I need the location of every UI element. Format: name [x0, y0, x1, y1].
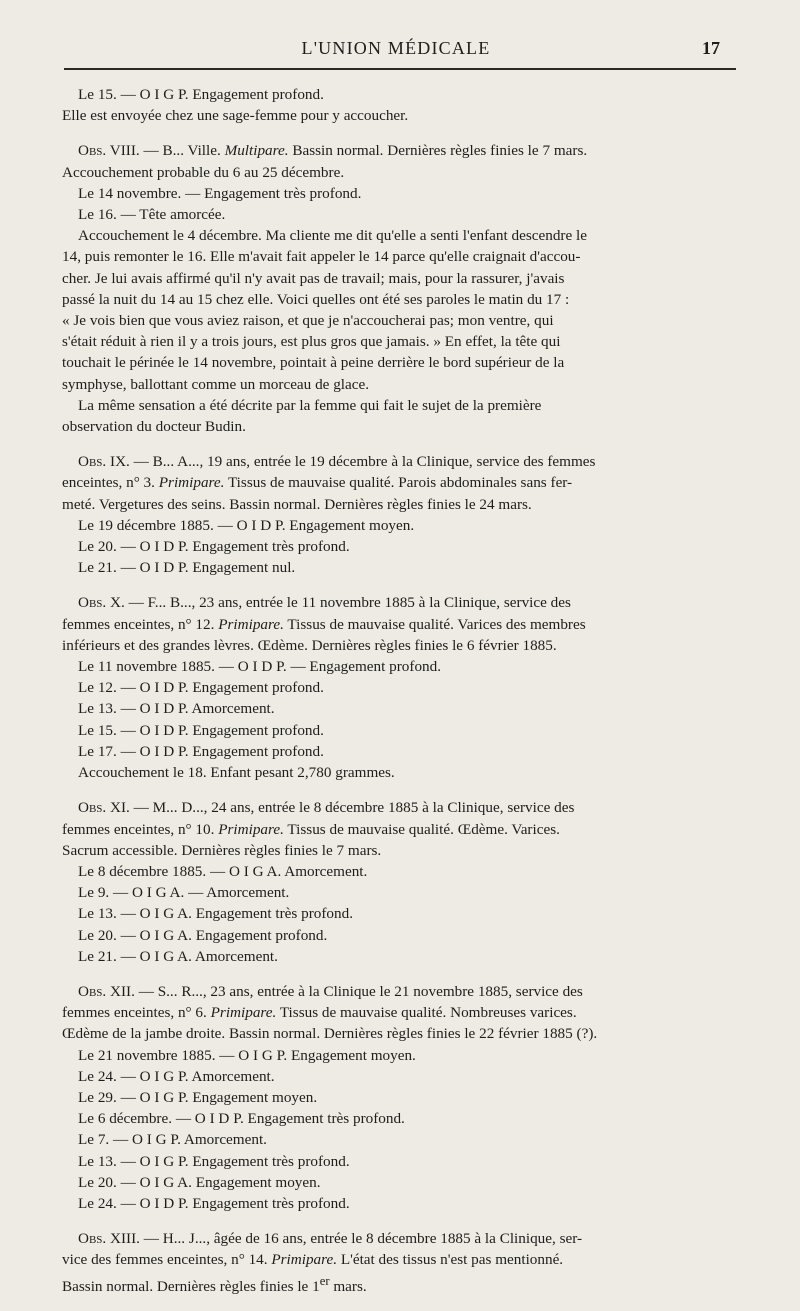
- observation-label: Obs. X.: [78, 594, 125, 612]
- text-span: Tissus de mauvaise qualité. Œdème. Varices.: [283, 820, 560, 838]
- observation-10-heading: [62, 592, 722, 613]
- text-line: inférieurs et des grandes lèvres. Œdème. Dernières règles finies le 6 février 1885.: [62, 636, 557, 654]
- text-line: [62, 1249, 722, 1270]
- text-span: L'état des tissus n'est pas mentionné.: [337, 1251, 564, 1269]
- text-line: 14, puis remonter le 16. Elle m'avait fait appeler le 14 parce qu'elle craignait d'accou-: [62, 248, 581, 266]
- observation-label: Obs. XI.: [78, 799, 130, 817]
- text-line: Le 24. — O I D P. Engagement très profond.: [78, 1194, 350, 1212]
- parity-term: Primipare.: [210, 1004, 277, 1022]
- text-line: Accouchement le 18. Enfant pesant 2,780 grammes.: [78, 764, 395, 782]
- text-line: Le 29. — O I G P. Engagement moyen.: [78, 1088, 318, 1106]
- text-line: Elle est envoyée chez une sage-femme pour y accoucher.: [62, 107, 409, 125]
- observation-label: Obs. XIII.: [78, 1230, 140, 1248]
- text-line: [62, 819, 722, 840]
- text-line: Le 21 novembre 1885. — O I G P. Engagement moyen.: [78, 1046, 416, 1064]
- observation-13-heading: [62, 1228, 722, 1249]
- text-span: — H... J..., âgée de 16 ans, entrée le 8 décembre 1885 à la Clinique, ser-: [139, 1230, 583, 1248]
- text-line: Accouchement probable du 6 au 25 décembre.: [62, 163, 345, 181]
- text-span: Bassin normal. Dernières règles finies le 1: [62, 1277, 320, 1295]
- text-span: vice des femmes enceintes, n° 14.: [62, 1251, 272, 1269]
- running-head: [62, 38, 730, 62]
- observation-9-heading: [62, 451, 722, 472]
- text-line: Le 20. — O I G A. Engagement moyen.: [78, 1173, 321, 1191]
- text-span: — F... B..., 23 ans, entrée le 11 novembre 1885 à la Clinique, service des: [124, 594, 571, 612]
- observation-8-heading: [62, 140, 722, 161]
- text-span: — B... Ville.: [139, 142, 225, 160]
- text-line: [62, 472, 722, 493]
- parity-term: Primipare.: [218, 615, 284, 633]
- text-line: Le 14 novembre. — Engagement très profond.: [78, 184, 362, 202]
- text-line: [62, 1271, 722, 1297]
- text-line: Le 13. — O I G A. Engagement très profond.: [78, 905, 353, 923]
- parity-term: Multipare.: [224, 142, 289, 160]
- observation-11-heading: [62, 797, 722, 818]
- text-line: [62, 1002, 722, 1023]
- text-line: Le 15. — O I G P. Engagement profond.: [78, 86, 324, 103]
- text-span: enceintes, n° 3.: [62, 474, 159, 492]
- text-line: Le 7. — O I G P. Amorcement.: [78, 1131, 267, 1149]
- text-line: Le 24. — O I G P. Amorcement.: [78, 1067, 275, 1085]
- text-line: Le 20. — O I G A. Engagement profond.: [78, 926, 328, 944]
- text-line: Accouchement le 4 décembre. Ma cliente me dit qu'elle a senti l'enfant descendre le: [78, 227, 587, 245]
- text-line: Le 19 décembre 1885. — O I D P. Engagement moyen.: [78, 516, 415, 534]
- text-line: Le 21. — O I G A. Amorcement.: [78, 947, 278, 965]
- text-line: [62, 614, 722, 635]
- text-line: symphyse, ballottant comme un morceau de glace.: [62, 375, 370, 393]
- text-line: Le 13. — O I D P. Amorcement.: [78, 700, 275, 718]
- text-span: Tissus de mauvaise qualité. Nombreuses varices.: [276, 1004, 577, 1022]
- text-line: Le 16. — Tête amorcée.: [78, 206, 226, 224]
- header-rule: [64, 68, 736, 70]
- text-line: Sacrum accessible. Dernières règles finies le 7 mars.: [62, 841, 382, 859]
- text-line: Le 9. — O I G A. — Amorcement.: [78, 884, 290, 902]
- text-line: La même sensation a été décrite par la femme qui fait le sujet de la première: [78, 396, 542, 414]
- text-span: femmes enceintes, n° 10.: [62, 820, 219, 838]
- text-line: Œdème de la jambe droite. Bassin normal. Dernières règles finies le 22 février 1885 (?).: [62, 1025, 598, 1043]
- text-line: Le 13. — O I G P. Engagement très profond.: [78, 1152, 350, 1170]
- text-line: touchait le périnée le 14 novembre, pointait à peine derrière le bord supérieur de la: [62, 354, 565, 372]
- text-line: cher. Je lui avais affirmé qu'il n'y avait pas de travail; mais, pour la rassurer, j'avais: [62, 269, 565, 287]
- text-line: meté. Vergetures des seins. Bassin normal. Dernières règles finies le 24 mars.: [62, 495, 532, 513]
- text-span: Bassin normal. Dernières règles finies le 7 mars.: [288, 142, 588, 160]
- text-line: Le 21. — O I D P. Engagement nul.: [78, 559, 296, 577]
- observation-label: Obs. XII.: [78, 982, 135, 1000]
- text-span: Tissus de mauvaise qualité. Parois abdominales sans fer-: [224, 474, 573, 492]
- parity-term: Primipare.: [158, 474, 225, 492]
- text-line: passé la nuit du 14 au 15 chez elle. Voici quelles ont été ses paroles le matin du 17 :: [62, 290, 570, 308]
- text-line: Le 6 décembre. — O I D P. Engagement très profond.: [78, 1110, 405, 1128]
- text-line: observation du docteur Budin.: [62, 418, 246, 436]
- text-span: femmes enceintes, n° 12.: [62, 615, 219, 633]
- ordinal-superscript: er: [319, 1273, 330, 1288]
- observation-label: Obs. IX.: [78, 453, 130, 471]
- text-span: Tissus de mauvaise qualité. Varices des membres: [283, 615, 586, 633]
- journal-title: L'UNION MÉDICALE: [301, 38, 491, 58]
- text-span: — M... D..., 24 ans, entrée le 8 décembre 1885 à la Clinique, service des: [129, 799, 575, 817]
- text-span: — B... A..., 19 ans, entrée le 19 décembre à la Clinique, service des femmes: [129, 453, 596, 471]
- text-line: Le 8 décembre 1885. — O I G A. Amorcement.: [78, 862, 368, 880]
- text-span: — S... R..., 23 ans, entrée à la Clinique le 21 novembre 1885, service des: [134, 982, 583, 1000]
- text-line: Le 12. — O I D P. Engagement profond.: [78, 679, 324, 697]
- page-number: 17: [702, 38, 720, 58]
- text-line: Le 17. — O I D P. Engagement profond.: [78, 742, 324, 760]
- text-line: « Je vois bien que vous aviez raison, et que je n'accoucherai pas; mon ventre, qui: [62, 312, 554, 330]
- text-line: Le 15. — O I D P. Engagement profond.: [78, 721, 324, 739]
- observation-label: Obs. VIII.: [78, 142, 140, 160]
- parity-term: Primipare.: [271, 1251, 338, 1269]
- text-line: Le 11 novembre 1885. — O I D P. — Engagement profond.: [78, 658, 442, 676]
- text-span: mars.: [329, 1277, 367, 1295]
- text-line: s'était réduit à rien il y a trois jours, est plus gros que jamais. » En effet, la tête qui: [62, 333, 561, 351]
- parity-term: Primipare.: [218, 820, 284, 838]
- text-line: Le 20. — O I D P. Engagement très profond.: [78, 538, 350, 556]
- text-span: femmes enceintes, n° 6.: [62, 1004, 211, 1022]
- article-body: [62, 84, 722, 1297]
- observation-12-heading: [62, 981, 722, 1002]
